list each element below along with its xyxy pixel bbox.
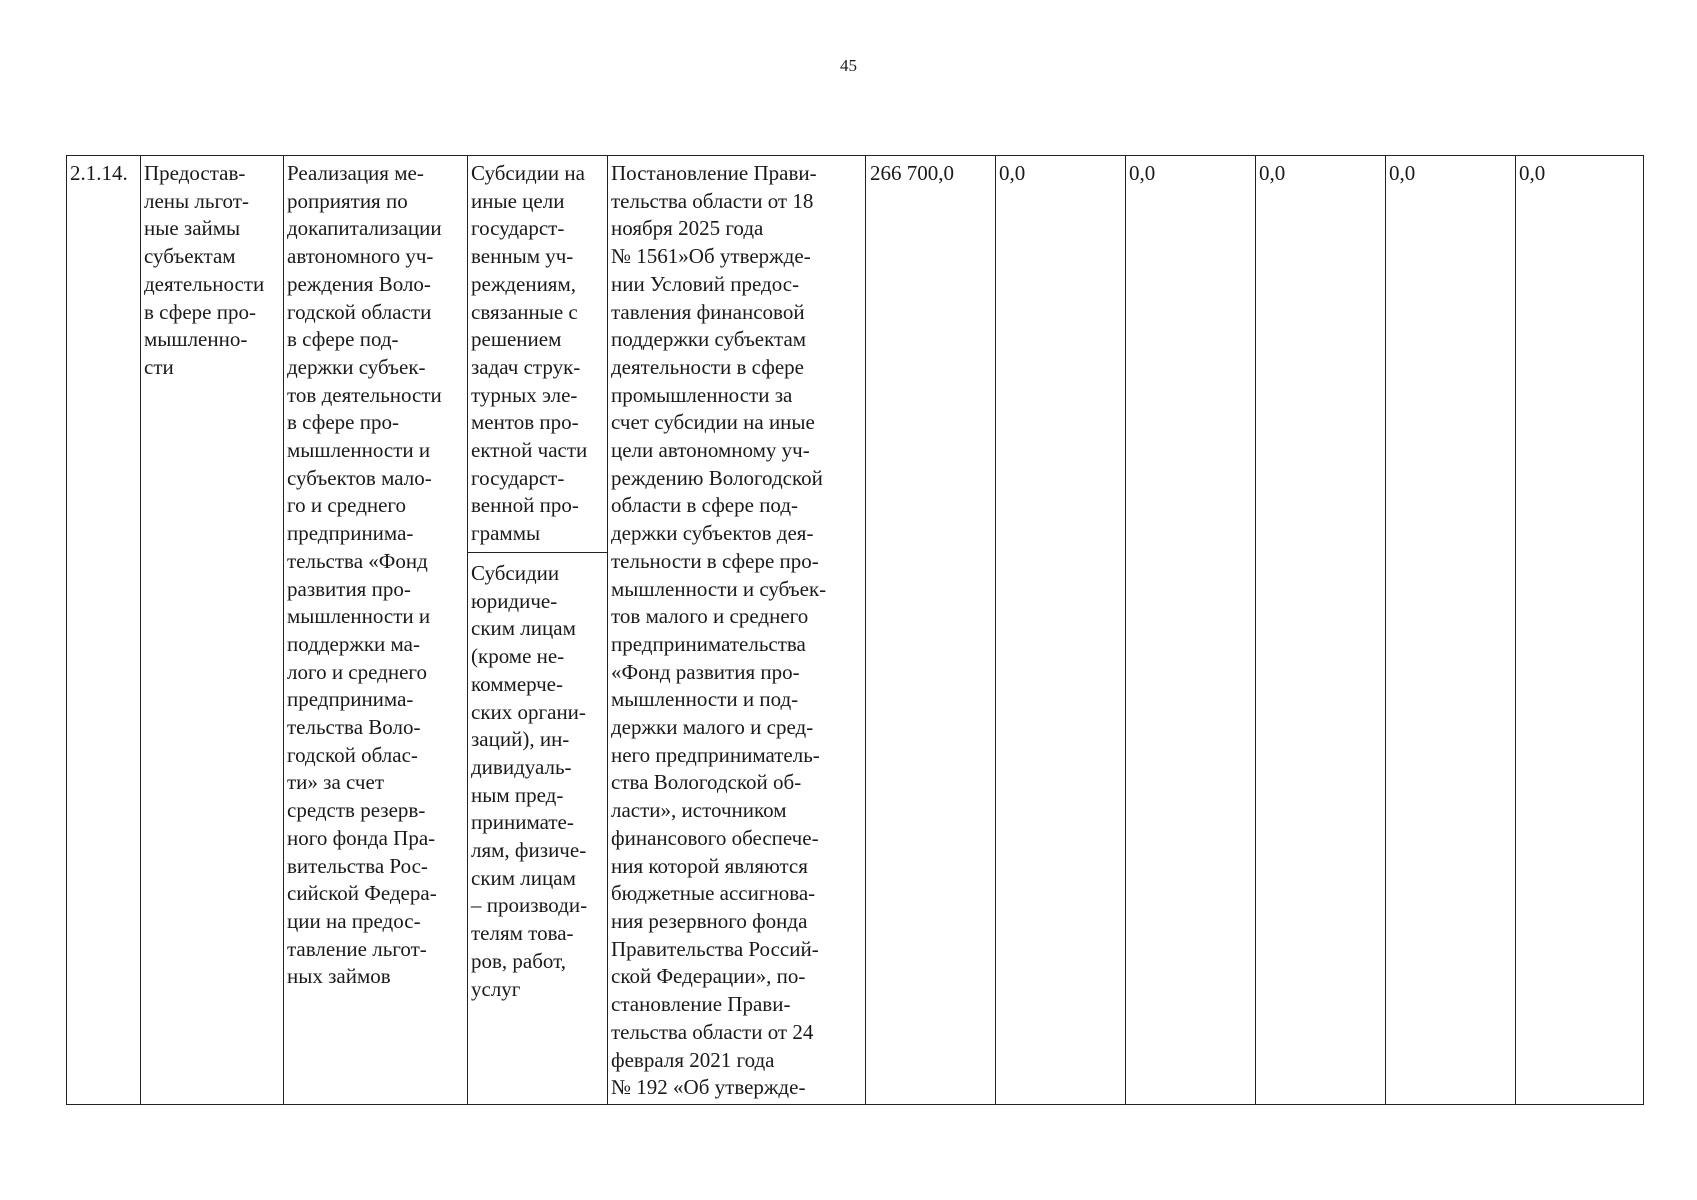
- column-divider: [283, 156, 284, 1104]
- column-divider: [1385, 156, 1386, 1104]
- row-number: 2.1.14.: [70, 161, 128, 185]
- column-divider: [865, 156, 866, 1104]
- amount-year-2: 0,0: [1129, 161, 1156, 185]
- subsidy-type-1: Субсидии на иные цели государст- венным уч- реждениям, связанные с решением задач струк- турных эле- ментов про- ектной части государст- венной про- граммы: [471, 161, 588, 546]
- result-cell: Предостав- лены льгот- ные займы субъектам деятельности в сфере про- мышленно- сти: [144, 161, 265, 379]
- amount-year-3: 0,0: [1259, 161, 1286, 185]
- amount-year-1: 0,0: [999, 161, 1026, 185]
- column-divider: [995, 156, 996, 1104]
- column-divider: [467, 156, 468, 1104]
- legal-basis-cell: Постановление Прави- тельства области от 18 ноября 2025 года № 1561»Об утвержде- нии Условий предос- тавления финансовой поддержки субъектам деятельности в сфере промышленности за счет субсидии на иные цели автономному уч- реждению Вологодской области в сфере под- держки субъектов дея- тельности в сфере про- мышленности и субъек- тов малого и среднего предпринимательства «Фонд развития про- мышленности и под- держки малого и сред- него предприниматель- ства Вологодской об- ласти», источником финансового обеспече- ния которой являются бюджетные ассигнова- ния резервного фонда Правительства Россий- ской Федерации», по- становление Прави- тельства области от 24 февраля 2021 года № 192 «Об утвержде-: [611, 161, 827, 1100]
- column-divider: [140, 156, 141, 1104]
- column-divider: [1125, 156, 1126, 1104]
- amount-year-5: 0,0: [1519, 161, 1546, 185]
- amount-total: 266 700,0: [870, 161, 954, 185]
- subsidy-divider: [467, 552, 607, 553]
- column-divider: [1515, 156, 1516, 1104]
- budget-table: [66, 155, 1644, 1105]
- event-cell: Реализация ме- роприятия по докапитализации автономного уч- реждения Воло- годской области в сфере под- держки субъек- тов деятельности в сфере про- мышленности и субъектов мало- го и среднего предпринима- тельства «Фонд развития про- мышленности и поддержки ма- лого и среднего предпринима- тельства Воло- годской облас- ти» за счет средств резерв- ного фонда Пра- вительства Рос- сийской Федера- ции на предос- тавление льгот- ных займов: [287, 161, 442, 989]
- column-divider: [1255, 156, 1256, 1104]
- amount-year-4: 0,0: [1389, 161, 1416, 185]
- subsidy-type-2: Субсидии юридиче- ским лицам (кроме не- коммерче- ских органи- заций), ин- дивидуаль- ным пред- принимате- лям, физиче- ским лицам – производи- телям това- ров, работ, услуг: [471, 561, 588, 1001]
- page-number: 45: [840, 56, 857, 75]
- column-divider: [607, 156, 608, 1104]
